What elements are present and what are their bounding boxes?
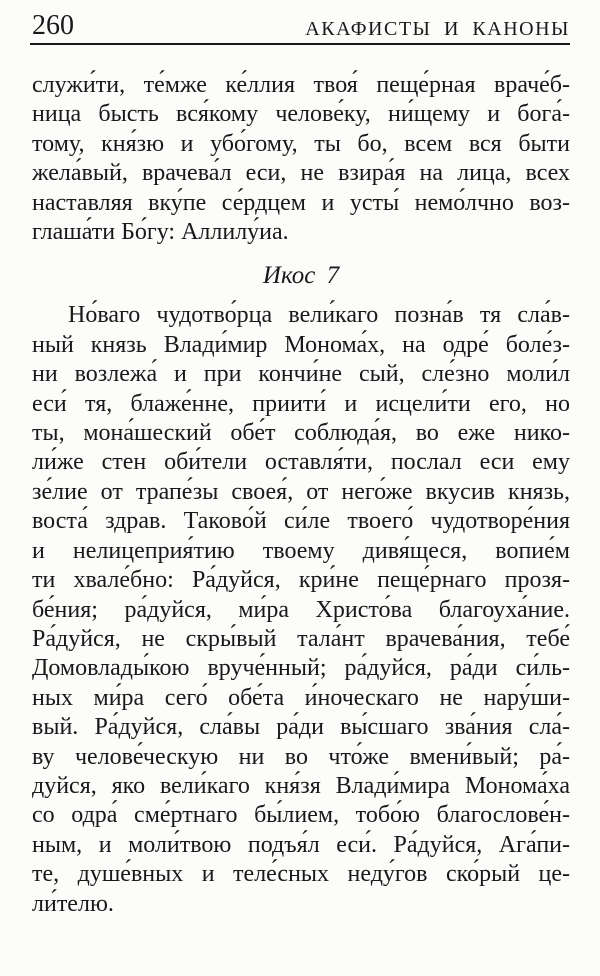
text-line: Но́ваго чудотво́рца вели́каго позна́в тя сла́в-: [68, 302, 570, 329]
page-header: [32, 12, 570, 43]
text-line: ты, мона́шеский обе́т соблюда́я, во еже нико-: [32, 420, 570, 447]
page-number: 260: [32, 10, 74, 41]
text-line: жела́вый, врачева́л еси, не взира́я на лица, всех: [32, 160, 570, 187]
paragraph-kontakion-continuation: [32, 71, 570, 247]
paragraph-ikos-7: [32, 301, 570, 919]
text-line: тому, кня́зю и убо́гому, ты бо, всем вся быти: [32, 130, 570, 157]
text-line: ти хвале́бно: Ра́дуйся, кри́не пеще́рнаго прозя-: [32, 567, 570, 594]
page-body: [32, 71, 570, 919]
text-line: бе́ния; ра́дуйся, ми́ра Христо́ва благоуха́ние.: [32, 596, 570, 623]
text-line: дуйся, яко вели́каго кня́зя Влади́мира Монома́ха: [32, 772, 570, 799]
text-line: служи́ти, те́мже ке́ллия твоя́ пеще́рная враче́б-: [32, 72, 570, 98]
running-title: АКАФИСТЫ И КАНОНЫ: [305, 18, 570, 40]
text-line: ница бысть вся́кому челове́ку, ни́щему и бога́-: [32, 101, 570, 128]
text-line: те, душе́вных и теле́сных неду́гов ско́рый це-: [32, 861, 570, 888]
text-line: зе́лие от трапе́зы своея́, от него́же вкусив князь,: [32, 478, 570, 505]
text-line: воста́ здрав. Таково́й си́ле твоего́ чудотворе́ния: [32, 508, 570, 535]
section-heading-ikos-7: Икос 7: [262, 262, 340, 290]
text-line: Ра́дуйся, не скры́вый тала́нт врачева́ния, тебе́: [32, 625, 570, 652]
text-line: еси́ тя, блаже́нне, приити́ и исцели́ти его, но: [32, 390, 570, 417]
text-line: ли́же стен оби́тели оставля́ти, послал еси ему: [32, 449, 570, 476]
text-line: ву челове́ческую ни во что́же вмени́вый; ра́-: [32, 743, 570, 770]
header-rule: [30, 43, 570, 45]
text-line: Домовлады́кою вруче́нный; ра́дуйся, ра́ди си́ль-: [32, 655, 570, 682]
text-line: ни возлежа́ и при кончи́не сый, сле́зно моли́л: [32, 361, 570, 388]
text-line: наставляя вку́пе се́рдцем и усты́ немо́лчно воз-: [32, 189, 570, 216]
text-line: ных ми́ра сего́ обе́та и́ноческаго не нару́ши-: [32, 684, 570, 711]
text-line: вый. Ра́дуйся, сла́вы ра́ди вы́сшаго зва́ния сла́-: [32, 714, 570, 741]
text-line: со одра́ сме́ртнаго бы́лием, тобо́ю благослове́н-: [32, 802, 570, 829]
text-line: глаша́ти Бо́гу: Аллилу́иа.: [32, 219, 289, 246]
text-line: и нелицеприя́тию твоему дивя́щеся, вопие́м: [32, 537, 570, 564]
text-line: ли́телю.: [32, 890, 114, 917]
text-line: ным, и моли́твою подъя́л еси́. Ра́дуйся, Ага́пи-: [32, 831, 570, 858]
text-line: ный князь Влади́мир Монома́х, на одре́ боле́з-: [32, 331, 570, 358]
